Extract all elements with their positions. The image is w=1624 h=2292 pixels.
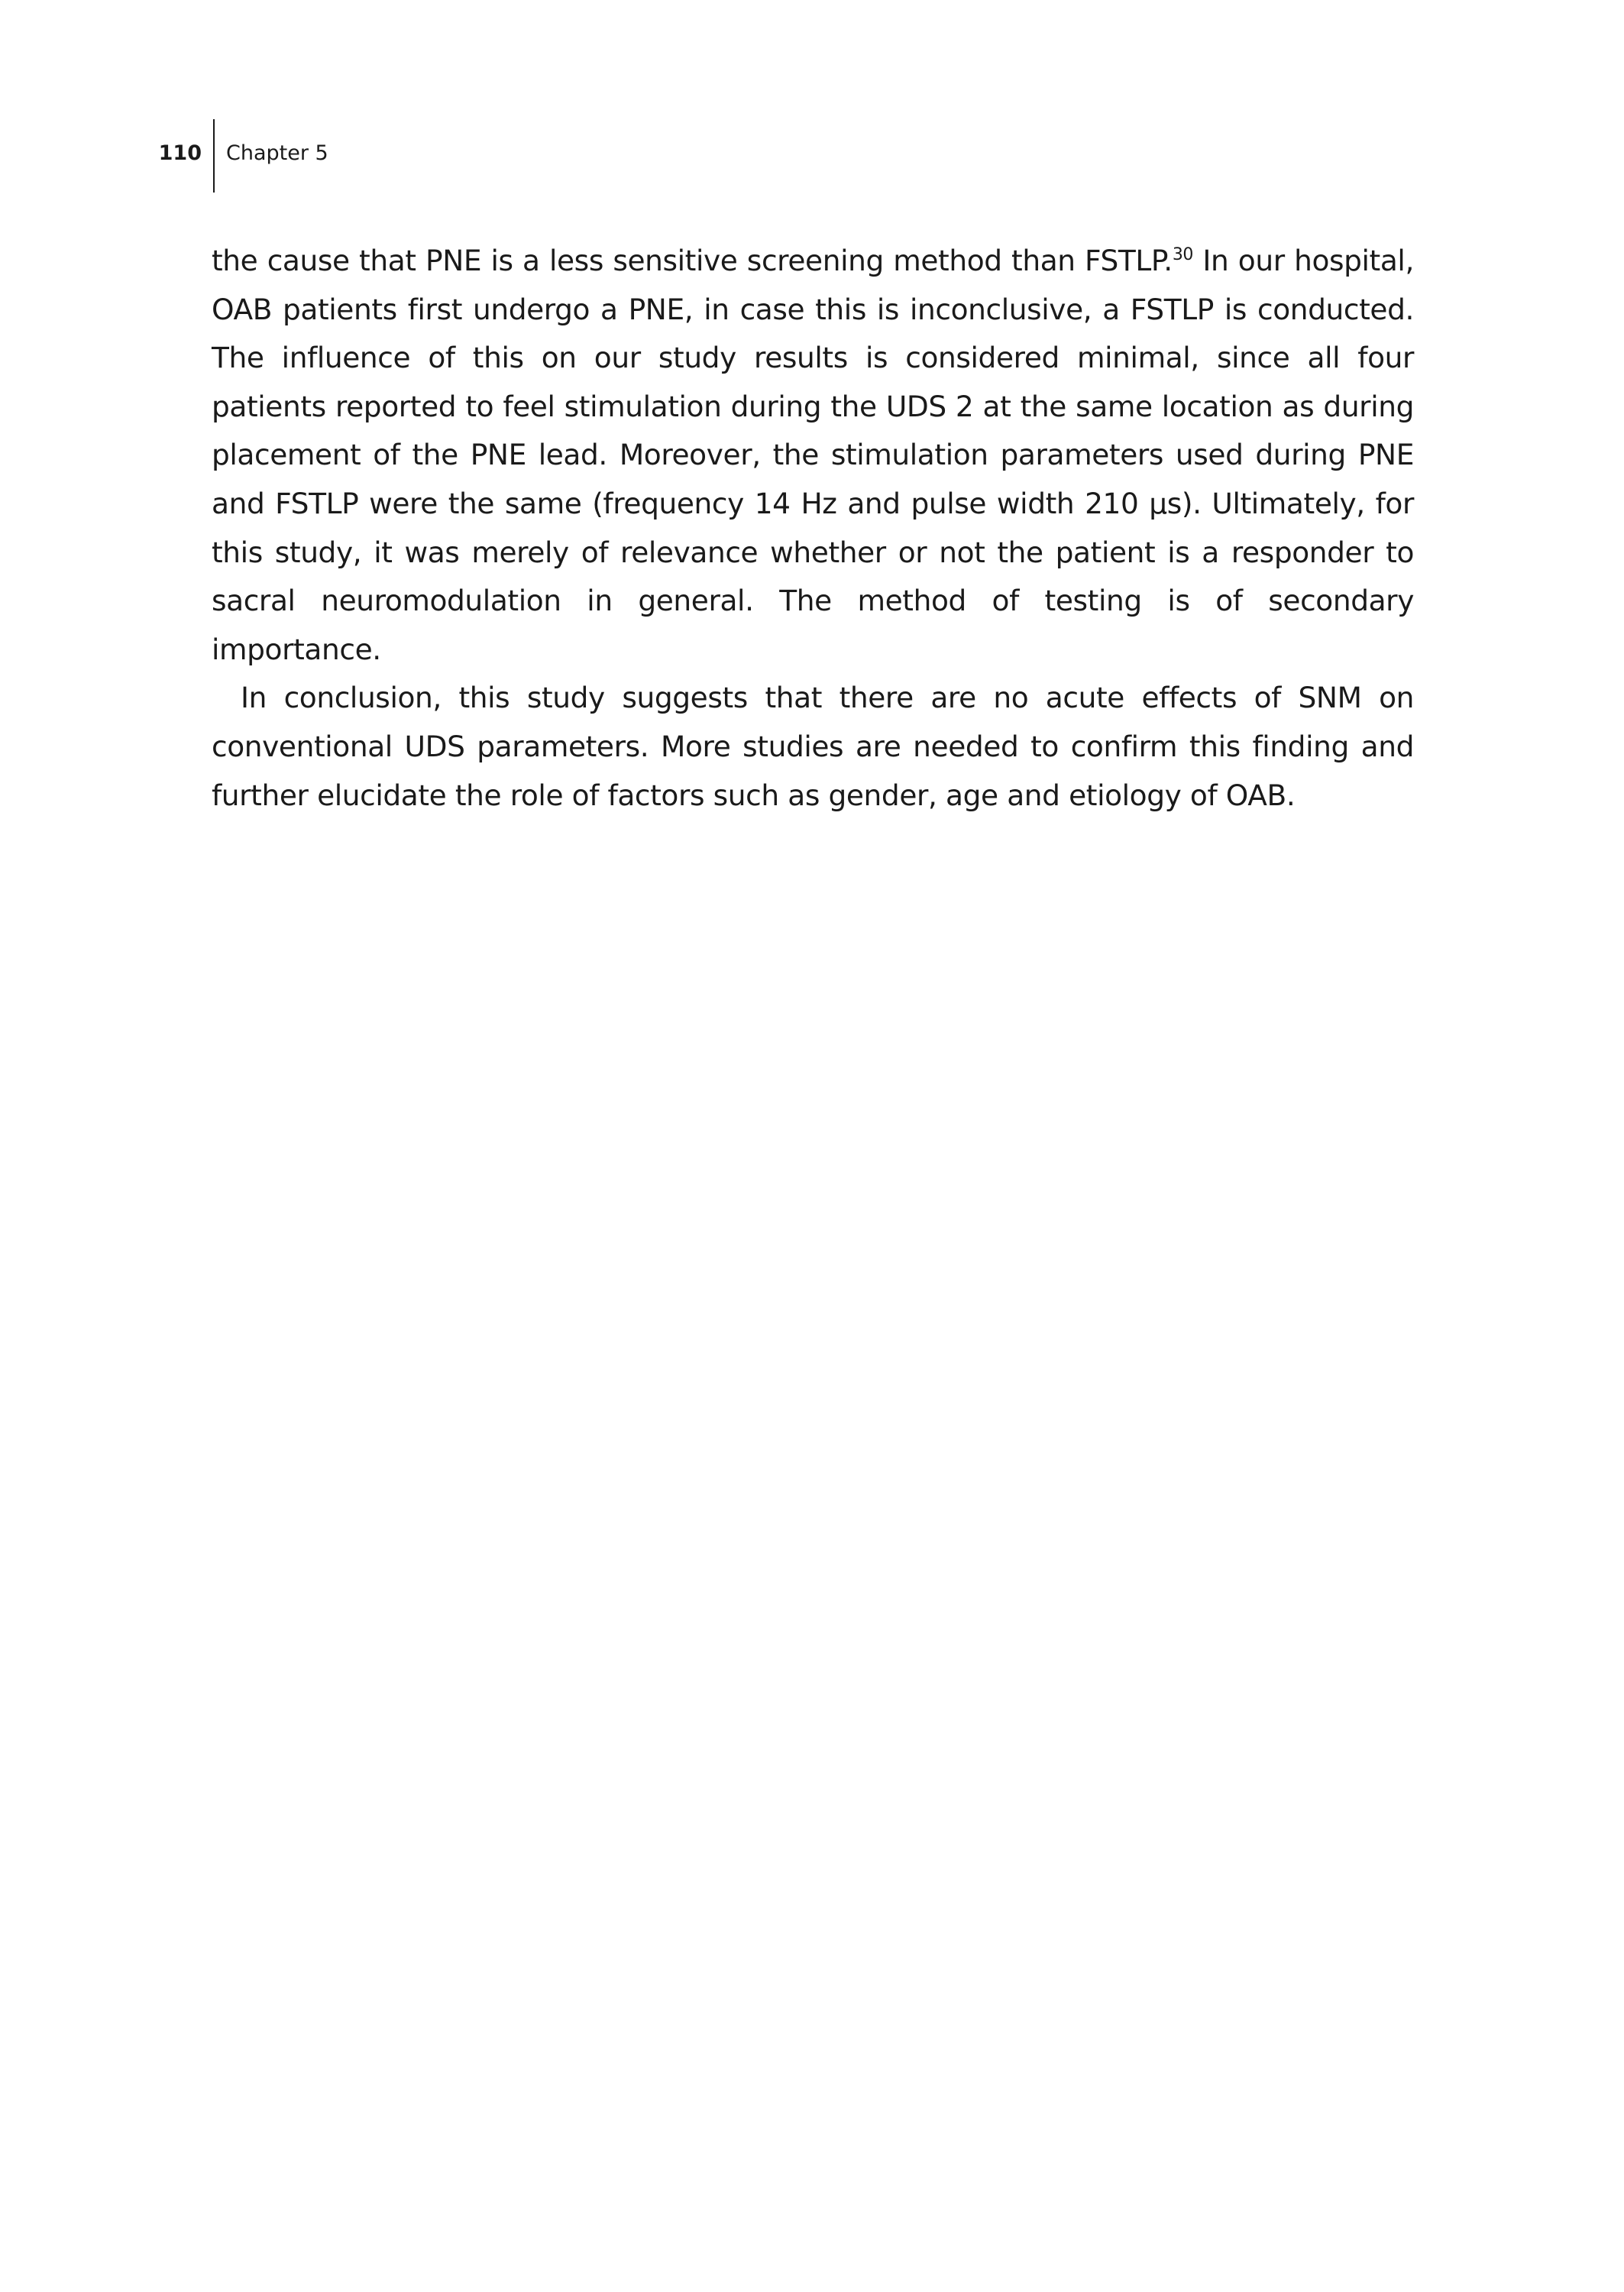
body-text bbox=[212, 237, 1414, 820]
page-number: 110 bbox=[158, 141, 202, 165]
running-head-divider bbox=[213, 119, 215, 193]
citation-reference: 30 bbox=[1172, 245, 1194, 264]
paragraph-1-start: the cause that PNE is a less sensitive screening method than FSTLP. bbox=[212, 244, 1173, 277]
chapter-label: Chapter 5 bbox=[226, 141, 328, 165]
running-head bbox=[0, 119, 1624, 193]
paragraph-2: In conclusion, this study suggests that there are no acute effects of SNM on conventional UDS parameters. More studies are needed to confirm this finding and further elucidate the role of factors such as gender, age and etiology of OAB. bbox=[212, 681, 1414, 812]
paragraph-1-rest: In our hospital, OAB patients first undergo a PNE, in case this is inconclusive, a FSTLP is conducted. The influence of this on our study results is considered minimal, since all four patients reported to feel stimulation during the UDS 2 at the same location as during placement of the PNE lead. Moreover, the stimulation parameters used during PNE and FSTLP were the same (frequency 14 Hz and pulse width 210 µs). Ultimately, for this study, it was merely of relevance whether or not the patient is a responder to sacral neuromodulation in general. The method of testing is of secondary importance. bbox=[212, 244, 1414, 666]
paragraph-1 bbox=[212, 237, 1414, 674]
